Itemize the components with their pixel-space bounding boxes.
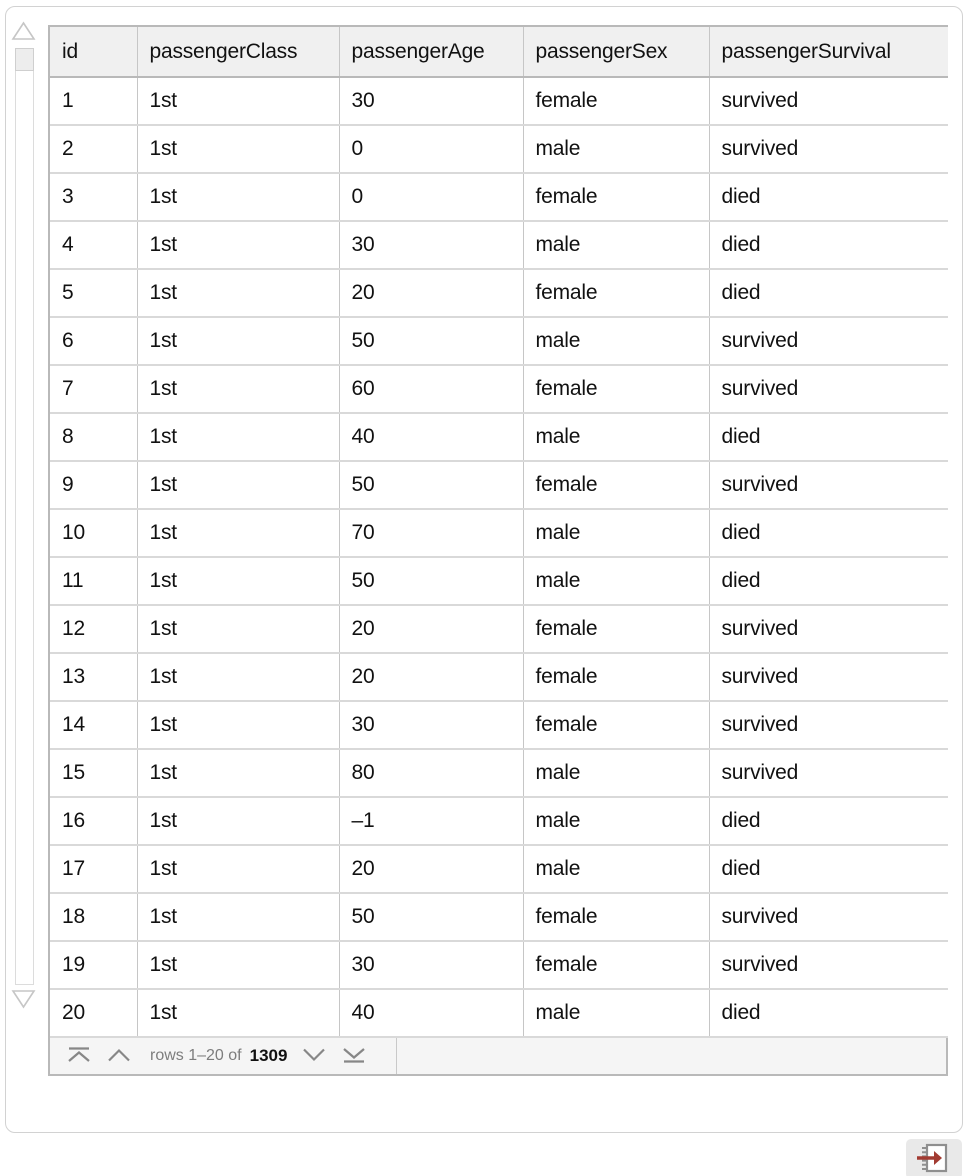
table-row [50,989,948,1037]
cell-passengerClass: 1st [137,557,339,605]
cell-passengerSurvival: died [709,413,948,461]
cell-passengerAge: 80 [339,749,523,797]
pager-last-button[interactable] [341,1047,367,1065]
table-row [50,701,948,749]
cell-passengerAge: 20 [339,269,523,317]
table-row [50,317,948,365]
cell-id: 19 [50,941,137,989]
cell-passengerClass: 1st [137,893,339,941]
cell-id: 14 [50,701,137,749]
cell-passengerSex: male [523,845,709,893]
cell-passengerClass: 1st [137,461,339,509]
pager-bar [50,1038,946,1074]
table-row [50,461,948,509]
table-row [50,893,948,941]
cell-passengerAge: 20 [339,653,523,701]
cell-id: 7 [50,365,137,413]
cell-passengerAge: 50 [339,557,523,605]
cell-passengerAge: 40 [339,989,523,1037]
cell-passengerClass: 1st [137,509,339,557]
cell-passengerAge: 30 [339,701,523,749]
cell-id: 16 [50,797,137,845]
chevron-up-icon [106,1046,132,1067]
cell-passengerAge: 60 [339,365,523,413]
cell-passengerSurvival: survived [709,653,948,701]
cell-passengerClass: 1st [137,653,339,701]
cell-passengerClass: 1st [137,413,339,461]
pager-next-button[interactable] [301,1047,327,1065]
elide-output-button[interactable] [906,1139,962,1176]
cell-passengerSurvival: survived [709,461,948,509]
table-row [50,173,948,221]
scrollbar-track[interactable] [15,48,34,985]
column-header-passengerClass: passengerClass [137,27,339,77]
cell-passengerSurvival: died [709,989,948,1037]
cell-passengerSurvival: survived [709,317,948,365]
cell-passengerClass: 1st [137,221,339,269]
pager-divider [396,1038,397,1074]
cell-passengerClass: 1st [137,365,339,413]
cell-passengerSex: female [523,941,709,989]
cell-passengerSex: female [523,701,709,749]
pager-first-button[interactable] [66,1047,92,1065]
cell-id: 9 [50,461,137,509]
cell-passengerSurvival: died [709,557,948,605]
cell-passengerClass: 1st [137,77,339,125]
cell-passengerSurvival: died [709,269,948,317]
cell-passengerSurvival: died [709,845,948,893]
table-body [50,77,948,1037]
table-row [50,509,948,557]
arrow-into-page-icon [916,1141,952,1176]
cell-id: 11 [50,557,137,605]
chevron-up-bar-icon [66,1046,92,1067]
cell-passengerSex: male [523,509,709,557]
data-table [50,27,948,1038]
cell-passengerAge: 0 [339,125,523,173]
table-row [50,365,948,413]
cell-passengerSex: male [523,797,709,845]
cell-passengerSurvival: survived [709,605,948,653]
cell-passengerSex: female [523,365,709,413]
cell-passengerSurvival: survived [709,749,948,797]
table-header [50,27,948,77]
pager-total-count: 1309 [249,1046,288,1065]
cell-id: 15 [50,749,137,797]
cell-id: 2 [50,125,137,173]
scroll-down-icon[interactable] [11,989,36,1014]
cell-passengerSex: female [523,605,709,653]
cell-passengerSex: female [523,461,709,509]
cell-passengerClass: 1st [137,797,339,845]
table-row [50,269,948,317]
cell-passengerSurvival: survived [709,893,948,941]
cell-passengerAge: –1 [339,797,523,845]
cell-passengerSurvival: survived [709,941,948,989]
cell-passengerClass: 1st [137,173,339,221]
table-row [50,941,948,989]
table-row [50,653,948,701]
cell-passengerClass: 1st [137,125,339,173]
table-row [50,797,948,845]
cell-passengerAge: 20 [339,605,523,653]
column-header-id: id [50,27,137,77]
cell-passengerAge: 30 [339,941,523,989]
scroll-up-icon[interactable] [11,21,36,46]
cell-passengerAge: 30 [339,221,523,269]
pager-prev-button[interactable] [106,1047,132,1065]
cell-id: 3 [50,173,137,221]
cell-passengerClass: 1st [137,749,339,797]
cell-passengerSex: female [523,653,709,701]
cell-passengerSex: male [523,749,709,797]
table-row [50,749,948,797]
cell-passengerSurvival: died [709,797,948,845]
cell-passengerSex: male [523,221,709,269]
cell-passengerSex: female [523,893,709,941]
cell-passengerClass: 1st [137,701,339,749]
column-header-passengerSurvival: passengerSurvival [709,27,948,77]
cell-passengerSex: female [523,173,709,221]
cell-passengerAge: 20 [339,845,523,893]
cell-passengerSex: male [523,989,709,1037]
cell-passengerSex: male [523,557,709,605]
cell-passengerAge: 0 [339,173,523,221]
table-row [50,77,948,125]
cell-passengerAge: 50 [339,461,523,509]
cell-id: 18 [50,893,137,941]
table-row [50,413,948,461]
cell-passengerSurvival: survived [709,125,948,173]
cell-passengerAge: 70 [339,509,523,557]
cell-passengerClass: 1st [137,269,339,317]
cell-passengerClass: 1st [137,605,339,653]
cell-id: 1 [50,77,137,125]
cell-passengerClass: 1st [137,989,339,1037]
cell-passengerSurvival: survived [709,365,948,413]
cell-id: 17 [50,845,137,893]
column-header-passengerSex: passengerSex [523,27,709,77]
cell-id: 12 [50,605,137,653]
cell-id: 6 [50,317,137,365]
cell-id: 4 [50,221,137,269]
cell-passengerSurvival: died [709,509,948,557]
cell-id: 5 [50,269,137,317]
cell-passengerAge: 50 [339,893,523,941]
cell-passengerClass: 1st [137,941,339,989]
cell-id: 8 [50,413,137,461]
cell-passengerClass: 1st [137,317,339,365]
table-row [50,125,948,173]
table-row [50,221,948,269]
cell-passengerSex: female [523,77,709,125]
chevron-down-bar-icon [341,1046,367,1067]
table-view [48,25,948,1076]
table-row [50,557,948,605]
cell-passengerSurvival: survived [709,701,948,749]
table-row [50,605,948,653]
cell-passengerAge: 50 [339,317,523,365]
chevron-down-icon [301,1046,327,1067]
cell-passengerClass: 1st [137,845,339,893]
cell-id: 20 [50,989,137,1037]
cell-passengerSurvival: died [709,173,948,221]
cell-passengerSurvival: died [709,221,948,269]
cell-passengerSex: male [523,413,709,461]
header-row [50,27,948,77]
pager-range-label: rows 1–20 of [150,1047,242,1064]
cell-passengerSex: male [523,317,709,365]
cell-passengerSurvival: survived [709,77,948,125]
cell-passengerAge: 30 [339,77,523,125]
scrollbar-thumb[interactable] [15,48,34,71]
cell-passengerSex: female [523,269,709,317]
table-row [50,845,948,893]
column-header-passengerAge: passengerAge [339,27,523,77]
cell-id: 10 [50,509,137,557]
cell-passengerAge: 40 [339,413,523,461]
cell-passengerSex: male [523,125,709,173]
cell-id: 13 [50,653,137,701]
